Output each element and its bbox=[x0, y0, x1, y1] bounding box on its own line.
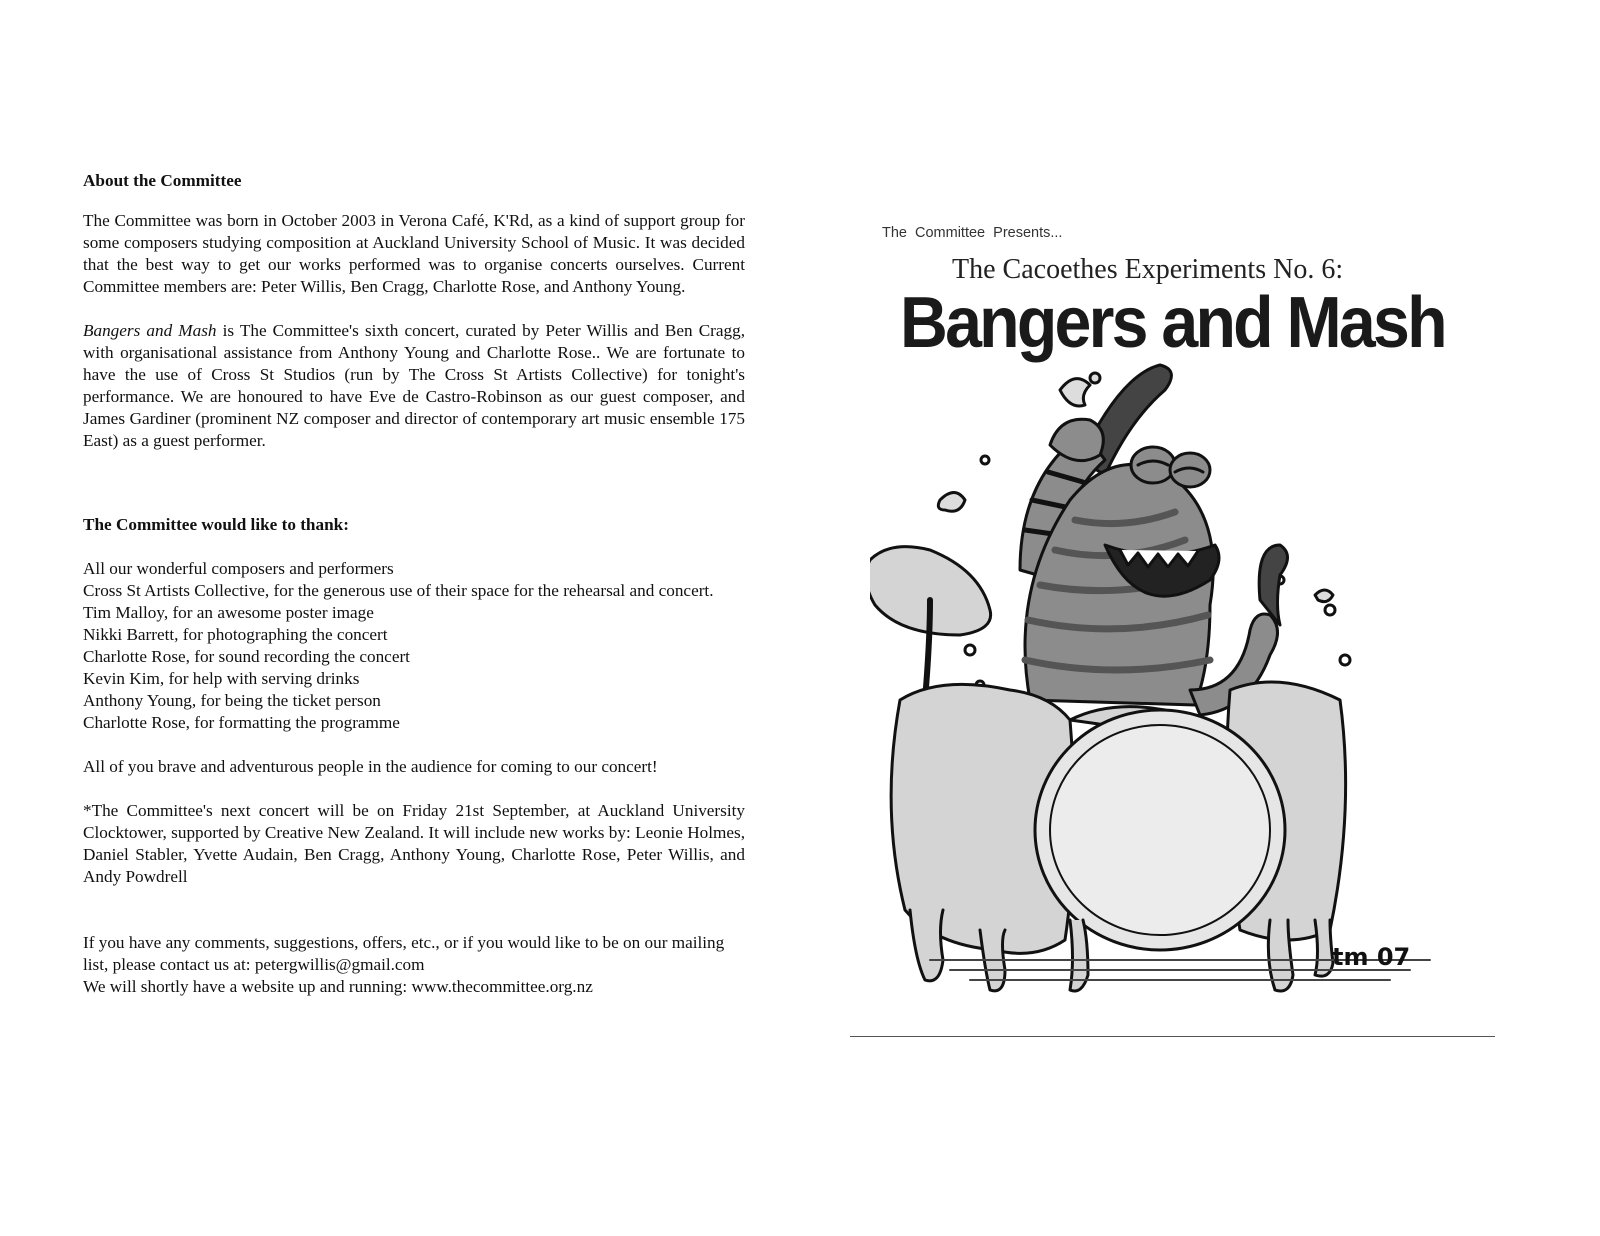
contact-line: If you have any comments, suggestions, offers, etc., or if you would like to be on our mailing list, please contact us at: petergwillis@gmail.com bbox=[83, 933, 725, 974]
thanks-item: Nikki Barrett, for photographing the concert bbox=[83, 625, 388, 644]
thanks-item: All our wonderful composers and performers bbox=[83, 559, 394, 578]
footer-divider bbox=[850, 1036, 1495, 1037]
about-paragraph: The Committee was born in October 2003 in Verona Café, K'Rd, as a kind of support group for some composers studying composition at Auckland University School of Music. It was decided that the best way to get our works performed was to organise concerts ourselves. Current Committee members are: Peter Willis, Ben Cragg, Charlotte Rose, and Anthony Young. bbox=[83, 211, 745, 296]
presents-label: The Committee Presents... bbox=[882, 225, 1063, 241]
programme-text-page bbox=[83, 170, 745, 998]
artist-signature: tm 07 bbox=[1332, 943, 1411, 971]
thanks-list bbox=[83, 558, 745, 734]
concert-paragraph-text: is The Committee's sixth concert, curated by Peter Willis and Ben Cragg, with organisational assistance from Anthony Young and Charlotte Rose.. We are fortunate to have the use of Cross St Studios (run by The Cross St Artists Collective) for tonight's performance. We are honoured to have Eve de Castro-Robinson as our guest composer, and James Gardiner (prominent NZ composer and director of contemporary art music ensemble 175 East) as a guest performer. bbox=[83, 321, 745, 450]
thanks-item: Charlotte Rose, for sound recording the concert bbox=[83, 647, 410, 666]
audience-thanks: All of you brave and adventurous people in the audience for coming to our concert! bbox=[83, 757, 658, 776]
contact-info bbox=[83, 932, 745, 998]
thanks-item: Anthony Young, for being the ticket person bbox=[83, 691, 381, 710]
about-heading: About the Committee bbox=[83, 171, 242, 190]
thanks-item: Cross St Artists Collective, for the generous use of their space for the rehearsal and concert. bbox=[83, 581, 714, 600]
thanks-item: Tim Malloy, for an awesome poster image bbox=[83, 603, 374, 622]
poster-title: Bangers and Mash bbox=[900, 283, 1445, 363]
poster-subtitle: The Cacoethes Experiments No. 6: bbox=[952, 254, 1344, 285]
concert-paragraph bbox=[83, 320, 745, 452]
thanks-item: Charlotte Rose, for formatting the programme bbox=[83, 713, 400, 732]
drummer-cartoon-illustration bbox=[870, 360, 1510, 1010]
concert-title-italic: Bangers and Mash bbox=[83, 321, 217, 340]
thanks-item: Kevin Kim, for help with serving drinks bbox=[83, 669, 360, 688]
poster-cover bbox=[870, 220, 1540, 1040]
website-line: We will shortly have a website up and running: www.thecommittee.org.nz bbox=[83, 977, 593, 996]
next-concert-note: *The Committee's next concert will be on Friday 21st September, at Auckland University Clocktower, supported by Creative New Zealand. It will include new works by: Leonie Holmes, Daniel Stabler, Yvette Audain, Ben Cragg, Anthony Young, Charlotte Rose, Peter Willis, and Andy Powdrell bbox=[83, 801, 745, 886]
thanks-heading: The Committee would like to thank: bbox=[83, 515, 349, 534]
